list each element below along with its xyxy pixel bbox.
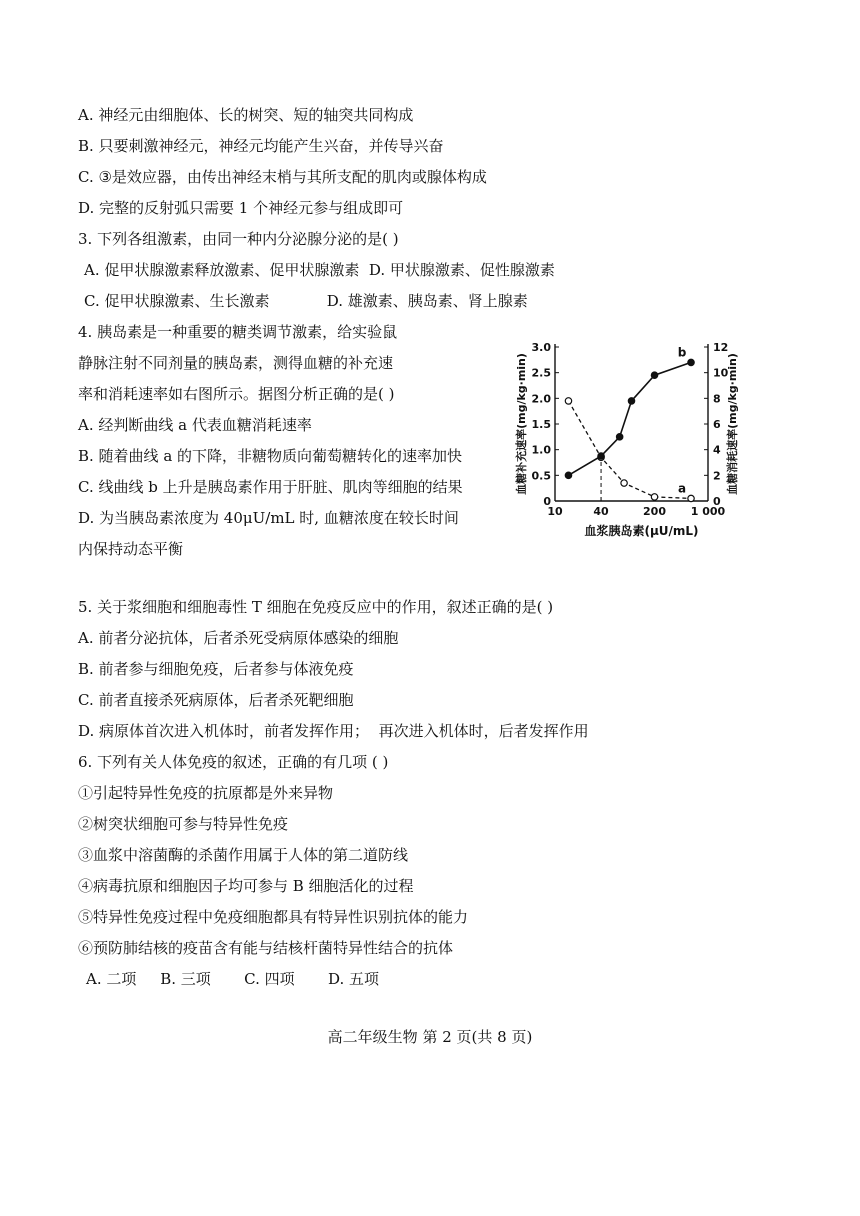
insulin-glucose-chart — [505, 330, 765, 550]
left-tick-label: 3.0 — [531, 341, 551, 354]
q4-stem-line3: 率和消耗速率如右图所示。据图分析正确的是( ) — [78, 385, 395, 403]
x-tick-label: 10 — [547, 505, 563, 518]
right-tick-label: 4 — [713, 443, 721, 457]
q6-stem: 6. 下列有关人体免疫的叙述，正确的有几项 ( ) — [78, 753, 389, 771]
series-label-a: a — [677, 481, 687, 496]
q4-option-b: B. 随着曲线 a 的下降，非糖物质向葡萄糖转化的速率加快 — [78, 447, 463, 465]
q5-option-b: B. 前者参与细胞免疫，后者参与体液免疫 — [78, 660, 354, 678]
q6-item-3: ③血浆中溶菌酶的杀菌作用属于人体的第二道防线 — [78, 846, 409, 864]
x-tick-label: 40 — [593, 505, 609, 518]
q5-stem: 5. 关于浆细胞和细胞毒性 T 细胞在免疫反应中的作用，叙述正确的是( ) — [78, 598, 554, 616]
series-line-b — [568, 362, 691, 475]
x-tick-label: 200 — [643, 505, 667, 518]
series-point-b — [565, 472, 571, 478]
q4-option-a: A. 经判断曲线 a 代表血糖消耗速率 — [78, 416, 312, 434]
series-point-b — [651, 372, 657, 378]
q4-stem-line1: 4. 胰岛素是一种重要的糖类调节激素，给实验鼠 — [78, 323, 398, 341]
q4-option-d: D. 为当胰岛素浓度为 40μU/mL 时, 血糖浓度在较长时间 — [78, 509, 459, 527]
chart-series — [565, 345, 694, 501]
q5-option-c: C. 前者直接杀死病原体，后者杀死靶细胞 — [78, 691, 354, 709]
q3-options-row2: C. 促甲状腺激素、生长激素 D. 雄激素、胰岛素、肾上腺素 — [84, 292, 528, 310]
q5-option-d: D. 病原体首次进入机体时，前者发挥作用； 再次进入机体时，后者发挥作用 — [78, 722, 589, 740]
q6-item-6: ⑥预防肺结核的疫苗含有能与结核杆菌特异性结合的抗体 — [78, 939, 454, 957]
series-point-b — [688, 359, 694, 365]
series-point-b — [628, 398, 634, 404]
series-point-a — [565, 398, 571, 404]
q6-choices: A. 二项 B. 三项 C. 四项 D. 五项 — [86, 970, 380, 988]
q6-item-5: ⑤特异性免疫过程中免疫细胞都具有特异性识别抗体的能力 — [78, 908, 469, 926]
right-tick-label: 10 — [713, 366, 729, 380]
series-point-b — [616, 434, 622, 440]
right-tick-label: 6 — [713, 418, 721, 431]
series-point-b — [598, 453, 604, 459]
q4-option-d-cont: 内保持动态平衡 — [78, 540, 184, 558]
left-tick-label: 0.5 — [531, 469, 551, 483]
q2-option-d: D. 完整的反射弧只需要 1 个神经元参与组成即可 — [78, 199, 404, 217]
series-line-a — [568, 401, 691, 499]
left-tick-label: 1.0 — [531, 443, 551, 457]
left-tick-label: 1.5 — [531, 418, 551, 431]
left-axis-title: 血糖补充速率(mg/kg·min) — [515, 353, 528, 495]
chart-axes — [514, 341, 739, 538]
q4-option-c: C. 线曲线 b 上升是胰岛素作用于肝脏、肌肉等细胞的结果 — [78, 478, 463, 496]
q3-options-row1: A. 促甲状腺激素释放激素、促甲状腺激素 D. 甲状腺激素、促性腺激素 — [84, 261, 555, 279]
right-tick-label: 8 — [713, 392, 721, 406]
x-axis-title: 血浆胰岛素(μU/mL) — [584, 524, 699, 538]
q2-option-b: B. 只要刺激神经元，神经元均能产生兴奋，并传导兴奋 — [78, 137, 444, 155]
q2-option-c: C. ③是效应器，由传出神经末梢与其所支配的肌肉或腺体构成 — [78, 168, 487, 186]
series-label-b: b — [677, 345, 687, 360]
q3-stem: 3. 下列各组激素，由同一种内分泌腺分泌的是( ) — [78, 230, 399, 248]
series-point-a — [651, 494, 657, 500]
left-tick-label: 2.0 — [531, 392, 551, 406]
q6-item-2: ②树突状细胞可参与特异性免疫 — [78, 815, 289, 833]
x-tick-label: 1 000 — [690, 505, 726, 518]
series-point-a — [688, 495, 694, 501]
right-tick-label: 0 — [713, 495, 721, 508]
q2-option-a: A. 神经元由细胞体、长的树突、短的轴突共同构成 — [78, 106, 414, 124]
q6-item-1: ①引起特异性免疫的抗原都是外来异物 — [78, 784, 334, 802]
left-tick-label: 0 — [543, 495, 551, 508]
page-footer: 高二年级生物 第 2 页(共 8 页) — [327, 1028, 533, 1046]
series-point-a — [621, 480, 627, 486]
right-tick-label: 2 — [713, 469, 721, 483]
right-axis-title: 血糖消耗速率(mg/kg·min) — [726, 353, 739, 495]
right-tick-label: 12 — [713, 341, 729, 354]
q4-stem-line2: 静脉注射不同剂量的胰岛素，测得血糖的补充速 — [78, 354, 394, 372]
q5-option-a: A. 前者分泌抗体，后者杀死受病原体感染的细胞 — [78, 629, 399, 647]
left-tick-label: 2.5 — [531, 366, 551, 380]
q6-item-4: ④病毒抗原和细胞因子均可参与 B 细胞活化的过程 — [78, 877, 414, 895]
